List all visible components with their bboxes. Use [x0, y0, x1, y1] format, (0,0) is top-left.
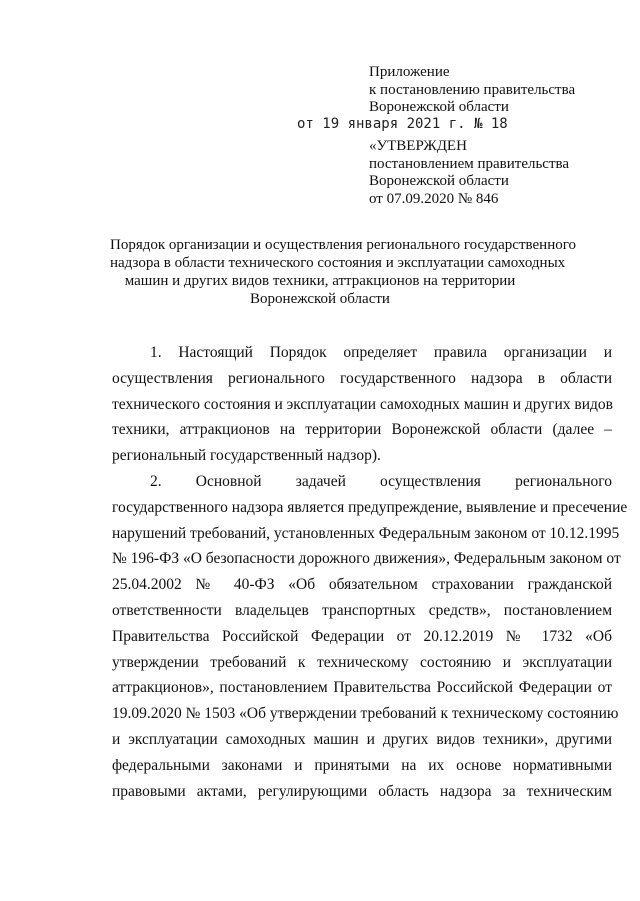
- body-line: № 196-ФЗ «О безопасности дорожного движения», Федеральным законом от: [112, 550, 621, 568]
- body-line: утверждении требований к техническому состоянию и эксплуатации: [112, 653, 612, 671]
- approved-line: от 07.09.2020 № 846: [369, 190, 499, 207]
- approved-block: [369, 138, 629, 208]
- document-title: [110, 236, 577, 308]
- body-line: государственного надзора является предупреждение, выявление и пресечение: [112, 498, 628, 516]
- body-line: техники, аттракционов на территории Воронежской области (далее –: [112, 421, 612, 439]
- approved-line: «УТВЕРЖДЕН: [369, 138, 467, 154]
- appendix-block: [369, 64, 629, 117]
- title-line: Воронежской области: [250, 291, 390, 307]
- body-line: 19.09.2020 № 1503 «Об утверждении требований к техническому состоянию: [112, 705, 619, 723]
- appendix-line: Приложение: [369, 64, 450, 80]
- body-text: [112, 340, 628, 804]
- appendix-line: к постановлению правительства: [369, 81, 576, 98]
- body-line: технического состояния и эксплуатации самоходных машин и других видов: [112, 395, 613, 413]
- approved-line: Воронежской области: [369, 173, 509, 189]
- body-line: 2. Основной задачей осуществления регионального: [150, 472, 612, 490]
- date-number-stamp: от 19 января 2021 г. № 18: [297, 116, 508, 132]
- body-line: аттракционов», постановлением Правительства Российской Федерации от: [112, 679, 612, 697]
- appendix-line: Воронежской области: [369, 99, 509, 115]
- body-line: Правительства Российской Федерации от 20.12.2019 № 1732 «Об: [112, 627, 612, 645]
- title-line: надзора в области технического состояния и эксплуатации самоходных: [110, 255, 566, 271]
- body-line: и эксплуатации самоходных машин и других видов техники», другими: [112, 730, 612, 748]
- body-line: региональный государственный надзор).: [112, 447, 381, 465]
- body-line: правовыми актами, регулирующими область надзора за техническим: [112, 782, 612, 800]
- approved-line: постановлением правительства: [369, 155, 570, 172]
- body-line: федеральными законами и принятыми на их основе нормативными: [112, 756, 612, 774]
- body-line: 1. Настоящий Порядок определяет правила организации и: [150, 344, 612, 361]
- body-line: ответственности владельцев транспортных средств», постановлением: [112, 601, 612, 619]
- body-line: осуществления регионального государственного надзора в области: [112, 369, 612, 387]
- title-line: Порядок организации и осуществления регионального государственного: [110, 237, 577, 253]
- title-line: машин и других видов техники, аттракционов на территории: [124, 273, 516, 289]
- body-line: 25.04.2002 № 40-ФЗ «Об обязательном страховании гражданской: [112, 576, 612, 594]
- body-line: нарушений требований, установленных Федеральным законом от 10.12.1995: [112, 524, 620, 542]
